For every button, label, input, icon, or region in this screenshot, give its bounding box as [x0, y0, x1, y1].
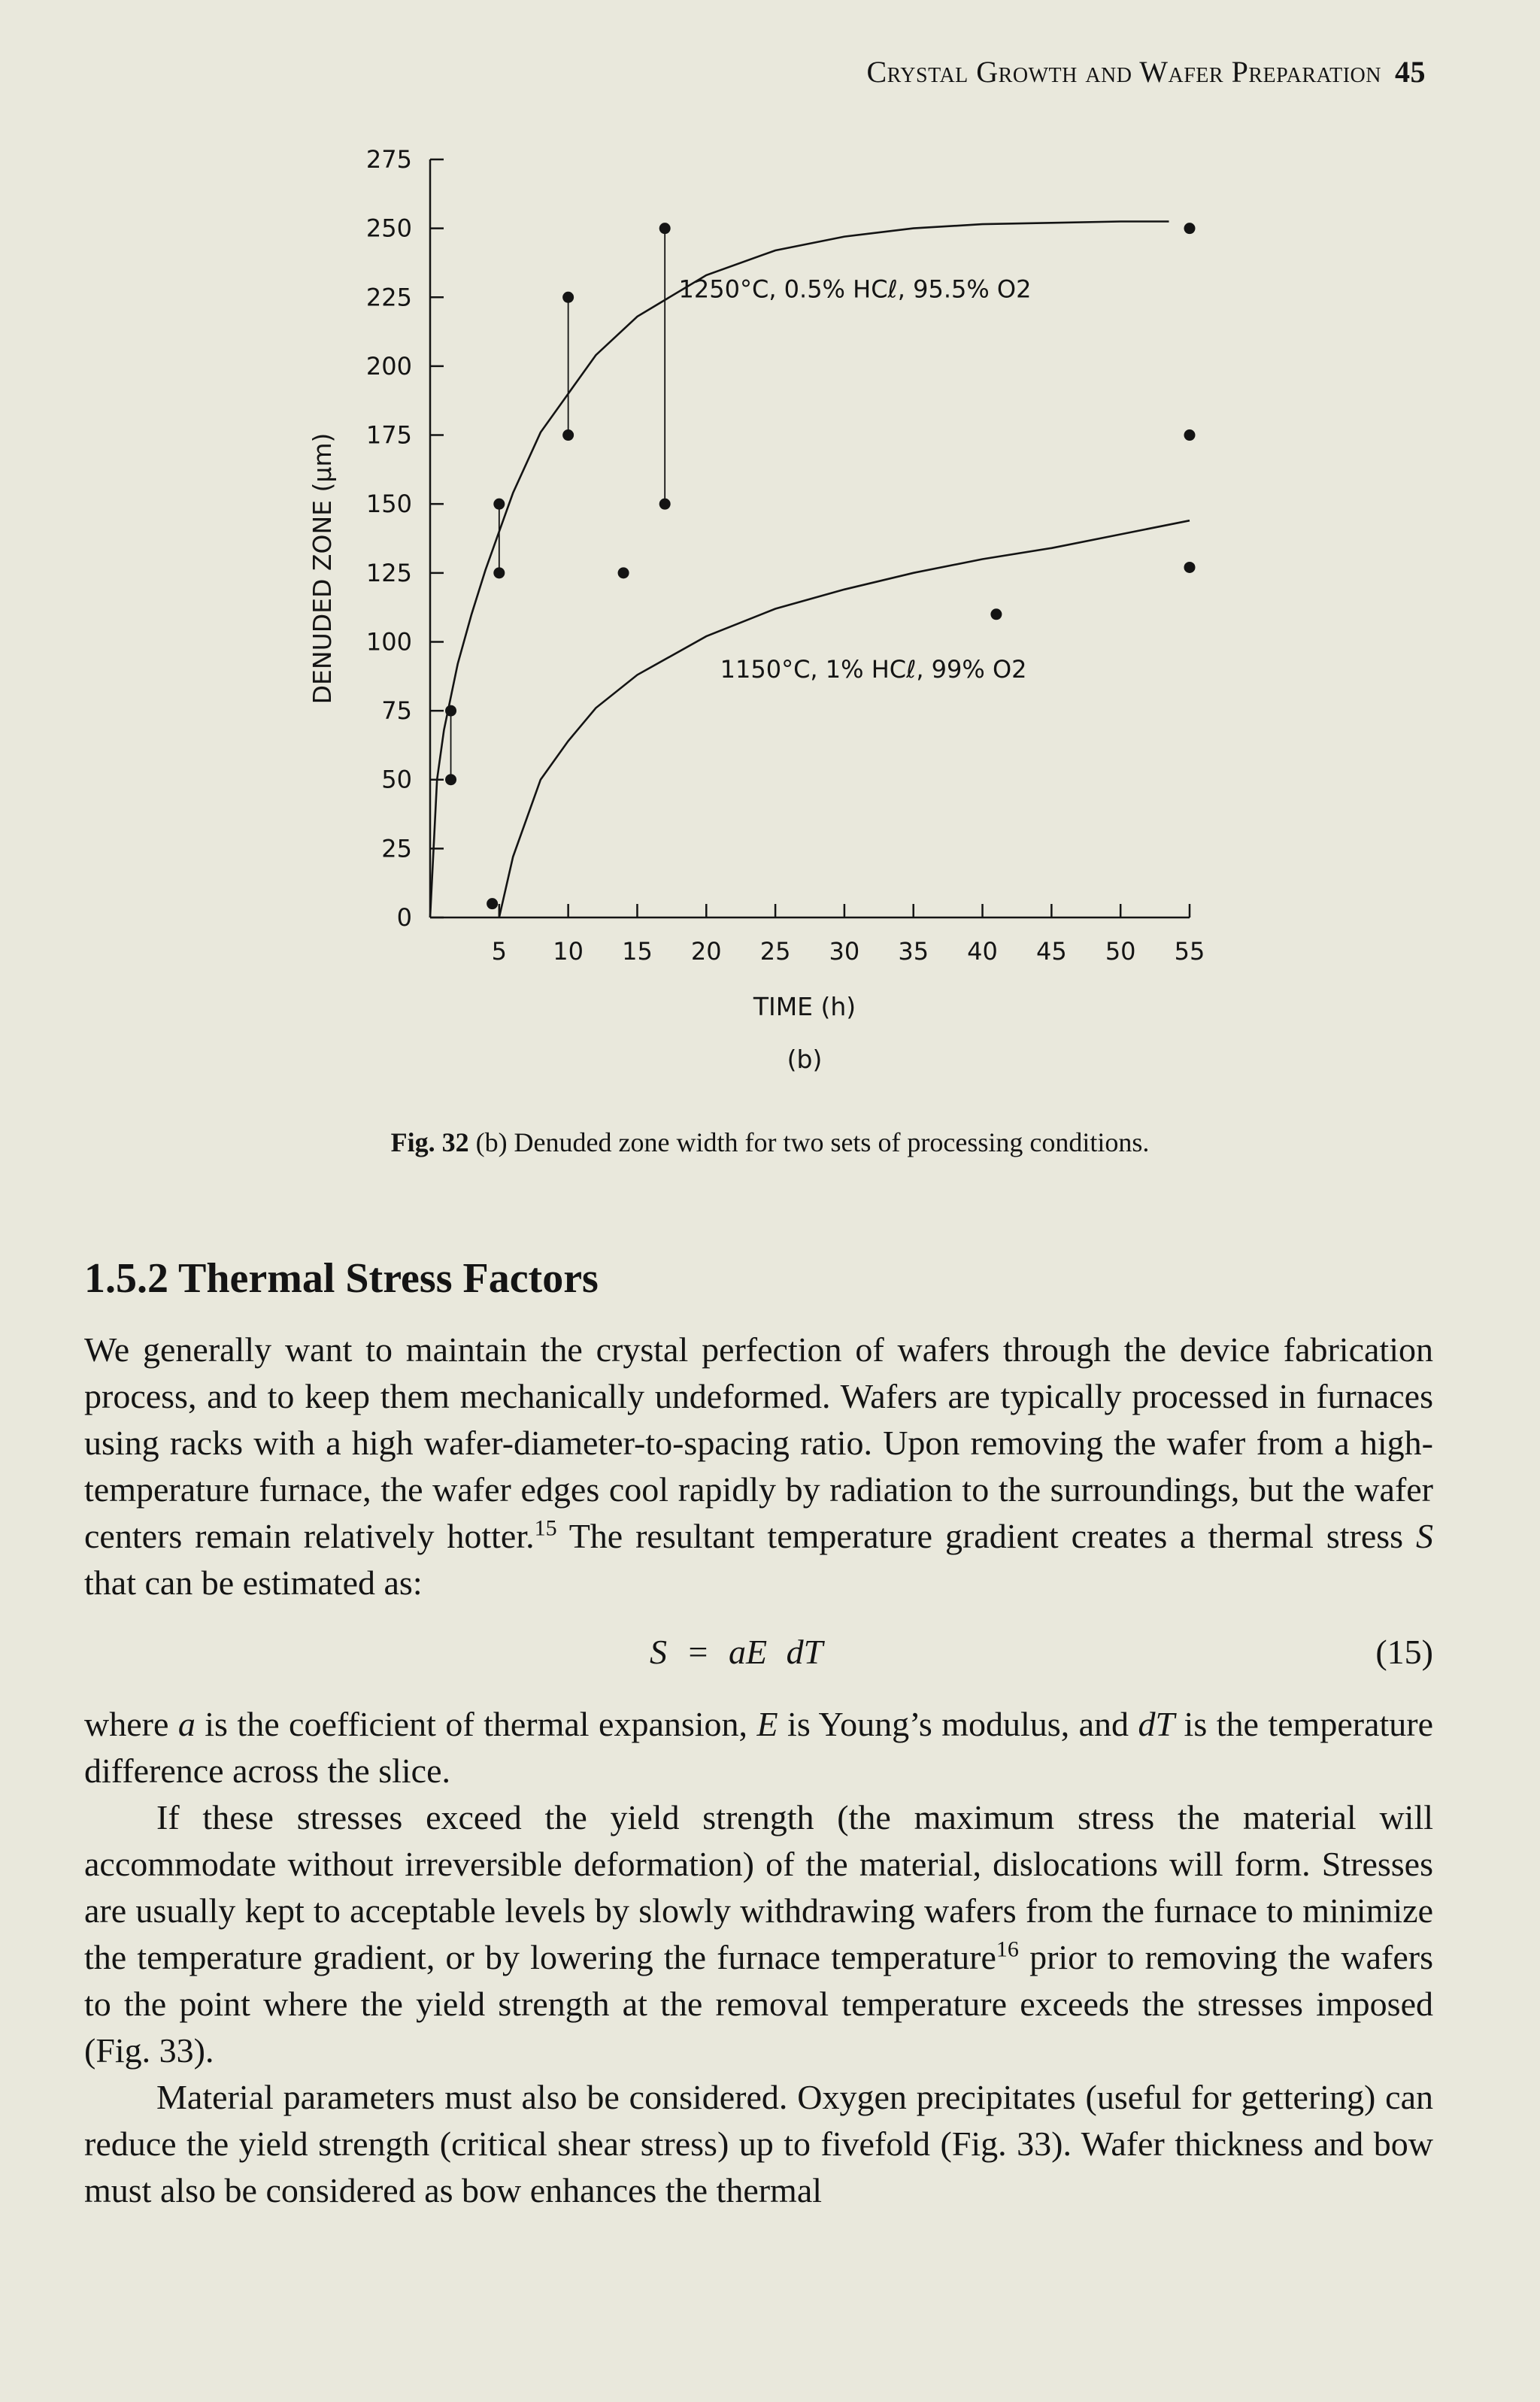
text-run: We generally want to maintain the crystal perfection of wafers through the device fabrication process, and to keep them mechanically undeformed. Wafers are typically processed in furnaces using racks with a high wafer-diameter-to-spacing ratio. Upon removing the wafer from a high-temperature furnace, the wafer edges cool rapidly by radiation to the surroundings, but the wafer centers remain relatively hotter.: [84, 1330, 1433, 1555]
equation-expression: S = aE dT: [650, 1633, 823, 1671]
text-run: prior to removing the wafers to the point where the yield strength at the removal temperature exceeds the stresses imposed (Fig. 33).: [84, 1938, 1433, 2070]
data-point: [659, 499, 671, 510]
text-run: If these stresses exceed the yield strength (the maximum stress the material will accommodate without irreversible deformation) of the material, dislocations will form. Stresses are usually kept to acceptable levels by slowly withdrawing wafers from the furnace to minimize the temperature gradient, or by lowering the furnace temperature: [84, 1798, 1433, 1976]
x-tick-label: 40: [967, 937, 998, 966]
data-point: [487, 898, 498, 909]
x-tick-label: 5: [491, 937, 507, 966]
data-point: [493, 567, 505, 578]
x-tick-label: 15: [622, 937, 653, 966]
data-point: [445, 705, 456, 717]
italic-symbol: E: [756, 1705, 778, 1743]
series-curve-2: [499, 520, 1190, 917]
x-tick-label: 25: [759, 937, 791, 966]
y-tick-label: 50: [381, 765, 412, 794]
paragraph-1: [84, 1327, 1433, 1606]
series-label-1: 1250°C, 0.5% HCℓ, 95.5% O2: [678, 274, 1032, 304]
panel-label: (b): [787, 1045, 823, 1074]
data-point: [990, 608, 1002, 620]
denuded-zone-chart: [286, 135, 1233, 1083]
caption-text: (b) Denuded zone width for two sets of processing conditions.: [475, 1127, 1150, 1157]
y-tick-label: 275: [365, 145, 412, 174]
text-run: is the coefficient of thermal expansion,: [195, 1705, 757, 1743]
reference-superscript: 15: [534, 1515, 557, 1541]
equation-number: (15): [1375, 1633, 1433, 1671]
y-tick-label: 175: [365, 420, 412, 450]
data-point: [493, 499, 505, 510]
data-point: [1184, 223, 1196, 234]
series-label-2: 1150°C, 1% HCℓ, 99% O2: [720, 655, 1027, 684]
running-title: Crystal Growth and Wafer Preparation: [866, 55, 1381, 89]
paragraph-2: [84, 1701, 1433, 1794]
italic-symbol: a: [177, 1705, 196, 1743]
text-run: is Young’s modulus, and: [778, 1705, 1138, 1743]
y-tick-label: 100: [365, 627, 412, 657]
chart-axes: [430, 159, 1190, 917]
y-tick-label: 200: [365, 351, 412, 381]
y-tick-label: 25: [381, 834, 412, 863]
y-tick-label: 0: [396, 903, 412, 932]
paragraph-4: [84, 2074, 1433, 2214]
text-run: that can be estimated as:: [84, 1563, 423, 1602]
x-axis-title: TIME (h): [753, 992, 856, 1021]
italic-symbol: dT: [1138, 1705, 1175, 1743]
caption-prefix: Fig. 32: [390, 1127, 469, 1157]
x-tick-label: 35: [898, 937, 929, 966]
text-run: Material parameters must also be considered. Oxygen precipitates (useful for gettering) can reduce the yield strength (critical shear stress) up to fivefold (Fig. 33). Wafer thickness and bow must also be considered as bow enhances the thermal: [84, 2078, 1433, 2209]
x-tick-label: 55: [1174, 937, 1205, 966]
data-point: [659, 223, 671, 234]
x-tick-label: 10: [553, 937, 584, 966]
y-tick-label: 75: [381, 696, 412, 726]
chart-error-bars: [451, 229, 665, 780]
page-number: 45: [1395, 55, 1426, 89]
reference-superscript: 16: [996, 1936, 1019, 1962]
text-run: The resultant temperature gradient creates a thermal stress: [556, 1517, 1416, 1555]
running-head: [867, 54, 1426, 89]
y-axis-title: DENUDED ZONE (μm): [308, 432, 337, 705]
italic-symbol: S: [1415, 1517, 1433, 1555]
data-point: [618, 567, 629, 578]
x-tick-label: 50: [1105, 937, 1136, 966]
x-tick-label: 45: [1036, 937, 1067, 966]
equation-15: [84, 1629, 1433, 1676]
text-run: is the temperature difference across the slice.: [84, 1705, 1433, 1790]
text-run: where: [84, 1705, 178, 1743]
y-tick-label: 150: [365, 490, 412, 519]
y-tick-label: 250: [365, 214, 412, 243]
y-tick-label: 125: [365, 558, 412, 587]
data-point: [562, 292, 574, 303]
series-curve-1: [430, 222, 1169, 918]
figure-caption: [0, 1127, 1540, 1158]
paragraph-3: [84, 1794, 1433, 2074]
data-point: [562, 429, 574, 441]
chart-points: [445, 223, 1195, 909]
chart-ticks: [366, 145, 1205, 966]
chart-curves: [430, 222, 1190, 918]
data-point: [445, 774, 456, 785]
section-title: 1.5.2 Thermal Stress Factors: [84, 1255, 599, 1302]
x-tick-label: 20: [690, 937, 722, 966]
x-tick-label: 30: [829, 937, 860, 966]
data-point: [1184, 562, 1196, 573]
data-point: [1184, 429, 1196, 441]
y-tick-label: 225: [365, 283, 412, 312]
